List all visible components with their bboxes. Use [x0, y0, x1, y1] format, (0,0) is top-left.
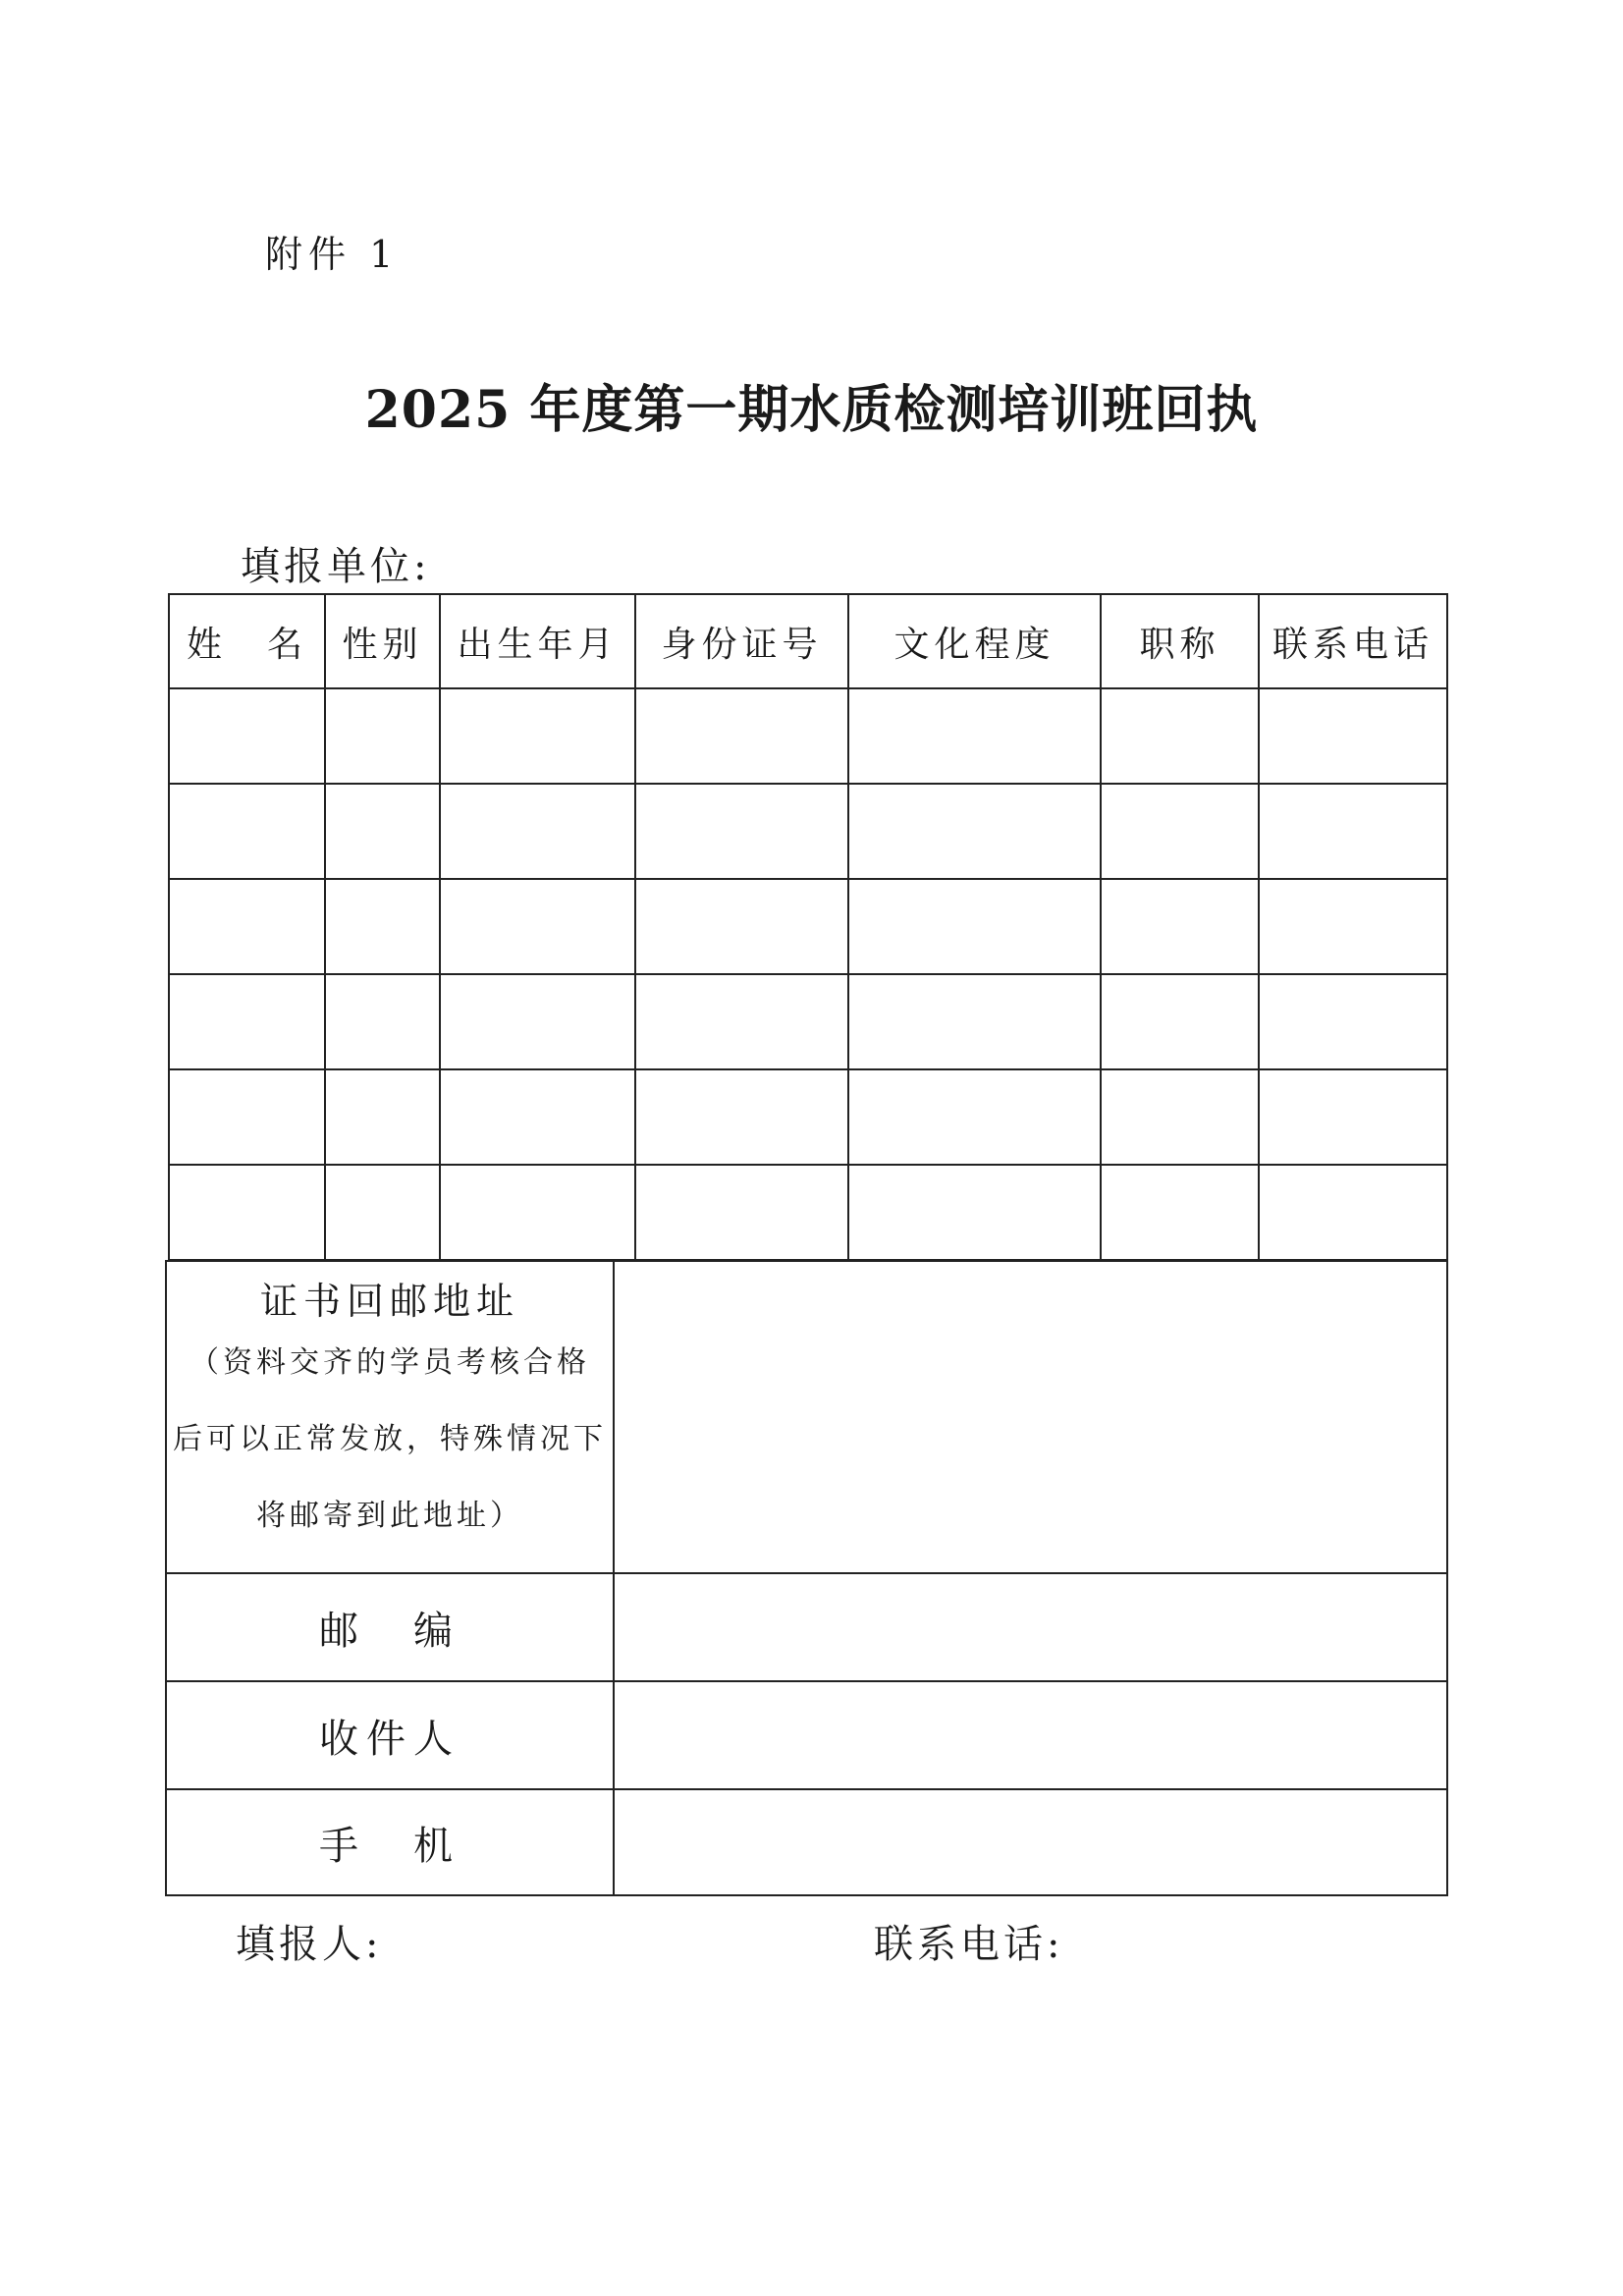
recipient-label: 收件人 — [166, 1681, 614, 1789]
recipient-input-cell[interactable] — [614, 1681, 1447, 1789]
address-note — [167, 1325, 613, 1555]
table-cell[interactable] — [1259, 974, 1447, 1069]
table-cell[interactable] — [440, 1165, 635, 1260]
table-cell[interactable] — [169, 784, 325, 879]
table-cell[interactable] — [1259, 879, 1447, 974]
table-cell[interactable] — [440, 974, 635, 1069]
table-cell[interactable] — [848, 1069, 1101, 1165]
table-cell[interactable] — [440, 784, 635, 879]
table-cell[interactable] — [1259, 1165, 1447, 1260]
table-cell[interactable] — [635, 879, 848, 974]
table-cell[interactable] — [440, 688, 635, 784]
reporting-unit-label: 填报单位: — [241, 544, 431, 589]
table-cell[interactable] — [1101, 879, 1259, 974]
header-phone: 联系电话 — [1259, 594, 1447, 688]
address-note-line: （资料交齐的学员考核合格 — [189, 1344, 590, 1380]
table-cell[interactable] — [440, 1069, 635, 1165]
address-input-cell[interactable] — [614, 1261, 1447, 1573]
recipient-row — [166, 1681, 1447, 1789]
table-cell[interactable] — [848, 688, 1101, 784]
table-cell[interactable] — [635, 784, 848, 879]
table-cell[interactable] — [325, 1165, 440, 1260]
table-cell[interactable] — [169, 1165, 325, 1260]
table-cell[interactable] — [848, 784, 1101, 879]
attachment-label: 附件 1 — [265, 233, 400, 276]
table-row — [169, 879, 1447, 974]
table-cell[interactable] — [1259, 784, 1447, 879]
address-label: 证书回邮地址 — [259, 1280, 519, 1324]
mobile-row — [166, 1789, 1447, 1895]
address-note-line: 将邮寄到此地址） — [256, 1498, 523, 1533]
mobile-label: 手 机 — [166, 1789, 614, 1895]
header-birth-date: 出生年月 — [440, 594, 635, 688]
table-row — [169, 974, 1447, 1069]
table-cell[interactable] — [440, 879, 635, 974]
address-note-line: 后可以正常发放，特殊情况下 — [173, 1421, 607, 1456]
page-title: 2025 年度第一期水质检测培训班回执 — [364, 380, 1259, 440]
table-cell[interactable] — [635, 974, 848, 1069]
table-cell[interactable] — [1101, 688, 1259, 784]
mailing-info-table — [165, 1260, 1448, 1896]
table-cell[interactable] — [1101, 1165, 1259, 1260]
table-cell[interactable] — [848, 974, 1101, 1069]
table-cell[interactable] — [325, 879, 440, 974]
table-row — [169, 688, 1447, 784]
header-gender: 性别 — [325, 594, 440, 688]
header-id-number: 身份证号 — [635, 594, 848, 688]
table-cell[interactable] — [635, 1165, 848, 1260]
postcode-input-cell[interactable] — [614, 1573, 1447, 1681]
table-cell[interactable] — [169, 688, 325, 784]
contact-phone-label: 联系电话: — [874, 1922, 1064, 1967]
table-cell[interactable] — [169, 1069, 325, 1165]
header-title: 职称 — [1101, 594, 1259, 688]
table-cell[interactable] — [635, 1069, 848, 1165]
table-cell[interactable] — [848, 1165, 1101, 1260]
table-cell[interactable] — [1259, 1069, 1447, 1165]
table-cell[interactable] — [1101, 784, 1259, 879]
table-cell[interactable] — [169, 974, 325, 1069]
table-cell[interactable] — [169, 879, 325, 974]
table-row — [169, 1069, 1447, 1165]
table-cell[interactable] — [325, 784, 440, 879]
address-row — [166, 1261, 1447, 1573]
header-education: 文化程度 — [848, 594, 1101, 688]
table-cell[interactable] — [325, 1069, 440, 1165]
table-row — [169, 1165, 1447, 1260]
address-label-cell — [166, 1261, 614, 1573]
table-cell[interactable] — [1259, 688, 1447, 784]
table-cell[interactable] — [1101, 1069, 1259, 1165]
table-header-row — [169, 594, 1447, 688]
table-cell[interactable] — [325, 974, 440, 1069]
header-name: 姓 名 — [169, 594, 325, 688]
registration-table — [168, 593, 1448, 1261]
table-row — [169, 784, 1447, 879]
postcode-label: 邮 编 — [166, 1573, 614, 1681]
postcode-row — [166, 1573, 1447, 1681]
table-cell[interactable] — [848, 879, 1101, 974]
table-cell[interactable] — [1101, 974, 1259, 1069]
table-cell[interactable] — [325, 688, 440, 784]
filler-label: 填报人: — [236, 1922, 383, 1967]
mobile-input-cell[interactable] — [614, 1789, 1447, 1895]
table-cell[interactable] — [635, 688, 848, 784]
